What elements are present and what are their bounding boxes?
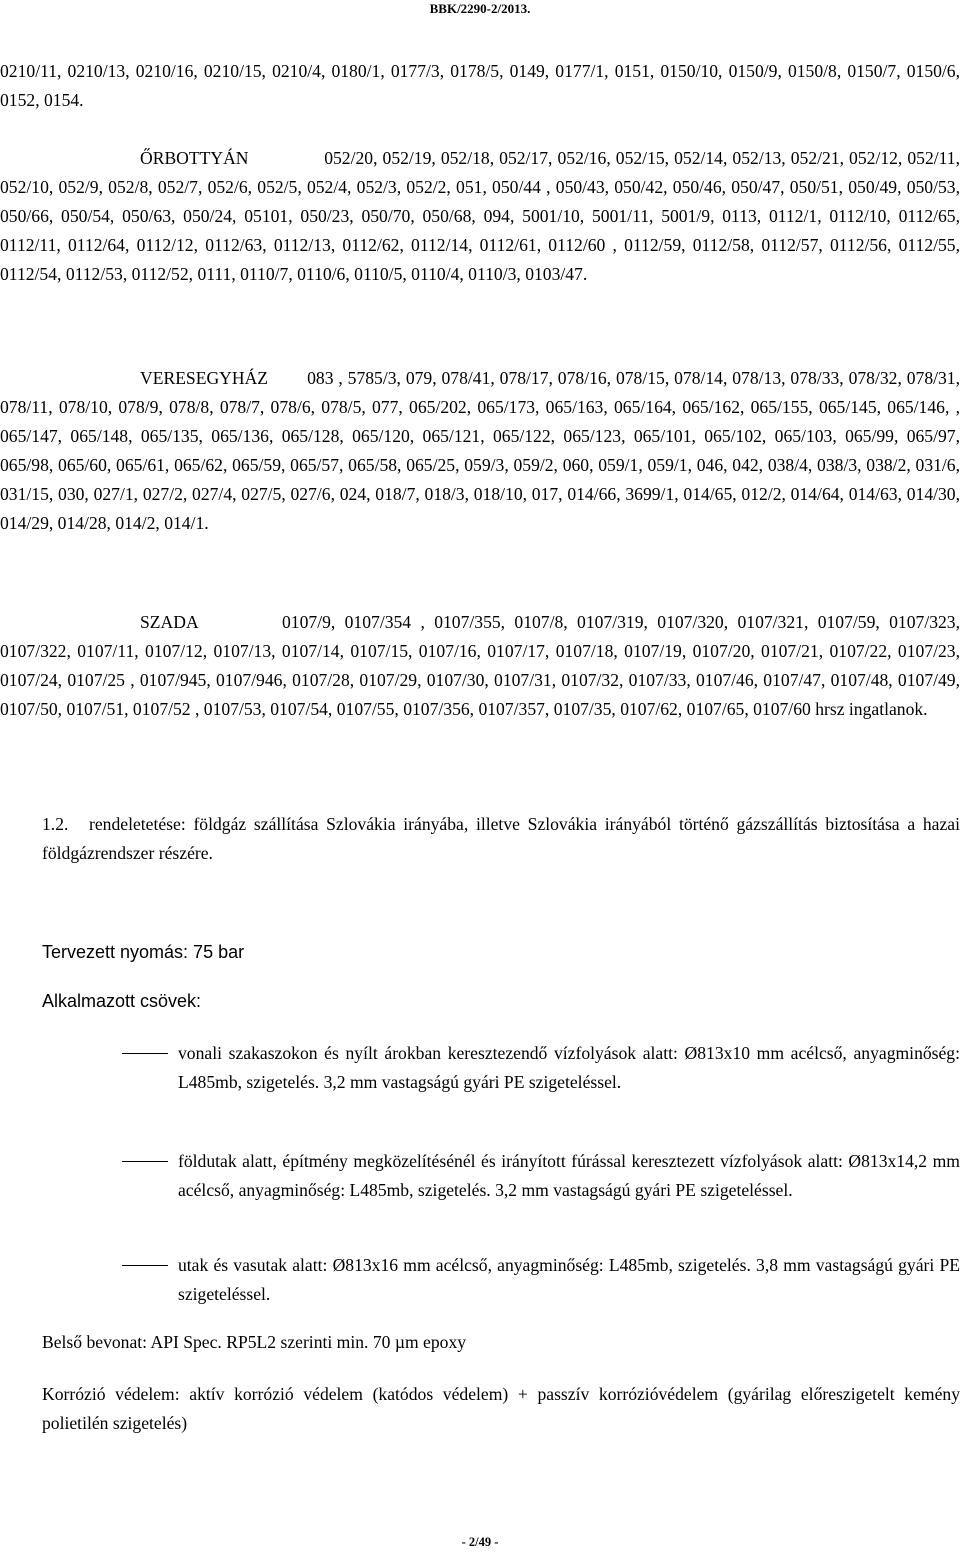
parcel-section-veresegyhaz xyxy=(0,364,960,538)
purpose-paragraph xyxy=(42,810,960,868)
page-header: BBK/2290-2/2013. xyxy=(429,1,531,16)
dash-bullet-icon xyxy=(122,1265,168,1266)
pipe-spec-item xyxy=(178,1039,960,1097)
parcel-section-orbottyan xyxy=(0,144,960,289)
parcel-list-continuation: 0210/11, 0210/13, 0210/16, 0210/15, 0210/4, 0180/1, 0177/3, 0178/5, 0149, 0177/1, 0151, 0150/10, 0150/9, 0150/8, 0150/7, 0150/6, 0152, 0154. xyxy=(0,61,960,110)
place-name-veresegyhaz: VERESEGYHÁZ xyxy=(140,368,269,388)
pipes-heading: Alkalmazott csövek: xyxy=(42,991,202,1011)
inner-coating: Belső bevonat: API Spec. RP5L2 szerinti min. 70 µm epoxy xyxy=(42,1332,467,1352)
parcel-section-szada xyxy=(0,608,960,724)
page-number: - 2/49 - xyxy=(461,1535,499,1549)
purpose-number: 1.2. xyxy=(42,814,69,834)
pipe-spec-text: vonali szakaszokon és nyílt árokban keresztezendő vízfolyások alatt: Ø813x10 mm acélcső, anyagminőség: L485mb, szigetelés. 3,2 mm vastagságú gyári PE szigeteléssel. xyxy=(178,1043,960,1092)
place-name-szada: SZADA xyxy=(140,612,199,632)
corrosion-protection: Korrózió védelem: aktív korrózió védelem (katódos védelem) + passzív korrózióvédelem (gyárilag előreszigetelt kemény polietilén szigetelés) xyxy=(42,1384,960,1433)
purpose-text: rendeletetése: földgáz szállítása Szlovákia irányába, illetve Szlovákia irányából történő gázszállítás biztosítása a hazai földgázrendszer részére. xyxy=(42,814,960,863)
pipe-spec-item xyxy=(178,1251,960,1309)
place-name-orbottyan: ŐRBOTTYÁN xyxy=(140,148,249,168)
parcel-list-orbottyan: 052/20, 052/19, 052/18, 052/17, 052/16, 052/15, 052/14, 052/13, 052/21, 052/12, 052/11, 052/10, 052/9, 052/8, 052/7, 052/6, 052/5, 052/4, 052/3, 052/2, 051, 050/44 , 050/43, 050/42, 050/46, 050/47, 050/51, 050/49, 050/53, 050/66, 050/54, 050/63, 050/24, 05101, 050/23, 050/70, 050/68, 094, 5001/10, 5001/11, 5001/9, 0113, 0112/1, 0112/10, 0112/65, 0112/11, 0112/64, 0112/12, 0112/63, 0112/13, 0112/62, 0112/14, 0112/61, 0112/60 , 0112/59, 0112/58, 0112/57, 0112/56, 0112/55, 0112/54, 0112/53, 0112/52, 0111, 0110/7, 0110/6, 0110/5, 0110/4, 0110/3, 0103/47. xyxy=(0,148,960,284)
pipe-spec-text: földutak alatt, építmény megközelítésénél és irányított fúrással keresztezett vízfolyások alatt: Ø813x14,2 mm acélcső, anyagminőség: L485mb, szigetelés. 3,2 mm vastagságú gyári PE szigeteléssel. xyxy=(178,1151,960,1200)
pipe-spec-text: utak és vasutak alatt: Ø813x16 mm acélcső, anyagminőség: L485mb, szigetelés. 3,8 mm vastagságú gyári PE szigeteléssel. xyxy=(178,1255,960,1304)
design-pressure: Tervezett nyomás: 75 bar xyxy=(42,942,245,962)
parcel-list-szada: 0107/9, 0107/354 , 0107/355, 0107/8, 0107/319, 0107/320, 0107/321, 0107/59, 0107/323, 0107/322, 0107/11, 0107/12, 0107/13, 0107/14, 0107/15, 0107/16, 0107/17, 0107/18, 0107/19, 0107/20, 0107/21, 0107/22, 0107/23, 0107/24, 0107/25 , 0107/945, 0107/946, 0107/28, 0107/29, 0107/30, 0107/31, 0107/32, 0107/33, 0107/46, 0107/47, 0107/48, 0107/49, 0107/50, 0107/51, 0107/52 , 0107/53, 0107/54, 0107/55, 0107/356, 0107/357, 0107/35, 0107/62, 0107/65, 0107/60 hrsz ingatlanok. xyxy=(0,612,960,719)
parcel-list-veresegyhaz: 083 , 5785/3, 079, 078/41, 078/17, 078/16, 078/15, 078/14, 078/13, 078/33, 078/32, 078/31, 078/11, 078/10, 078/9, 078/8, 078/7, 078/6, 078/5, 077, 065/202, 065/173, 065/163, 065/164, 065/162, 065/155, 065/145, 065/146, , 065/147, 065/148, 065/135, 065/136, 065/128, 065/120, 065/121, 065/122, 065/123, 065/101, 065/102, 065/103, 065/99, 065/97, 065/98, 065/60, 065/61, 065/62, 065/59, 065/57, 065/58, 065/25, 059/3, 059/2, 060, 059/1, 059/1, 046, 042, 038/4, 038/3, 038/2, 031/6, 031/15, 030, 027/1, 027/2, 027/4, 027/5, 027/6, 024, 018/7, 018/3, 018/10, 017, 014/66, 3699/1, 014/65, 012/2, 014/64, 014/63, 014/30, 014/29, 014/28, 014/2, 014/1. xyxy=(0,368,960,533)
dash-bullet-icon xyxy=(122,1161,168,1162)
pipe-spec-item xyxy=(178,1147,960,1205)
dash-bullet-icon xyxy=(122,1053,168,1054)
